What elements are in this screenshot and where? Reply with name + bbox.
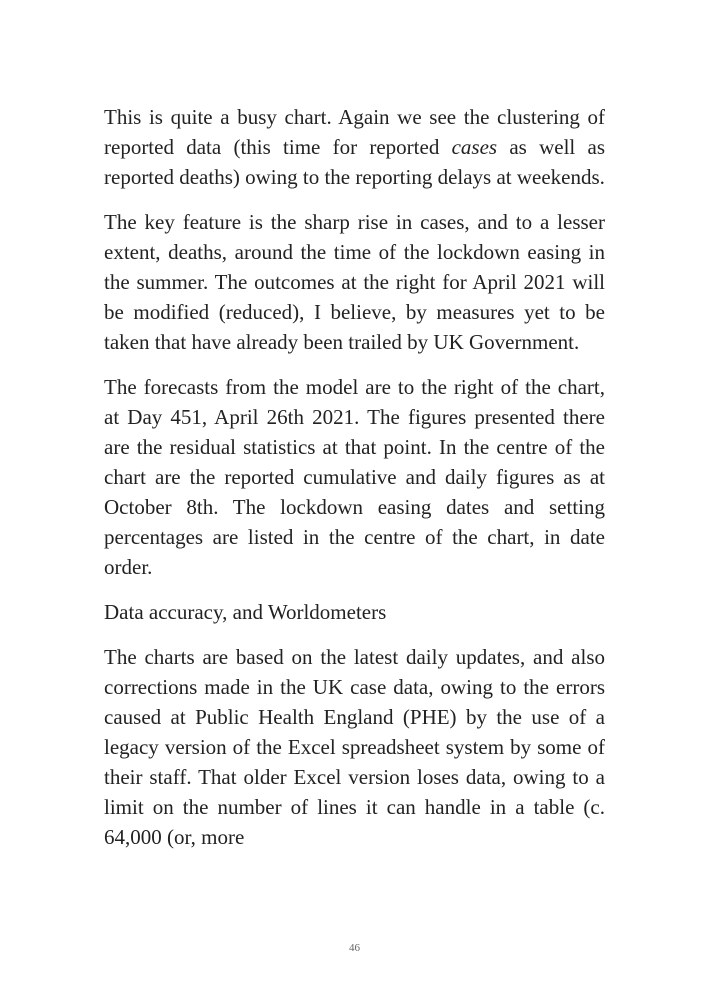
emphasis-cases: cases xyxy=(451,135,498,159)
paragraph-key-feature: The key feature is the sharp rise in cases, and to a lesser extent, deaths, around the time of the lockdown easing in the summer. The outcomes at the right for April 2021 will be modified (reduced), I believe, by measures yet to be taken that have already been trailed by UK Government. xyxy=(104,210,605,354)
body-text xyxy=(104,102,605,867)
paragraph-forecasts: The forecasts from the model are to the right of the chart, at Day 451, April 26th 2021. The figures presented there are the residual statistics at that point. In the centre of the chart are the reported cumulative and daily figures as at October 8th. The lockdown easing dates and setting percentages are listed in the centre of the chart, in date order. xyxy=(104,375,605,579)
section-heading: Data accuracy, and Worldometers xyxy=(104,600,387,624)
paragraph-text: as well as reported deaths) owing to the reporting delays at weekends. xyxy=(104,135,605,189)
paragraph-text: This is quite a busy chart. Again we see the clustering of reported data (this time for reported xyxy=(104,105,605,159)
paragraph-charts-based: The charts are based on the latest daily updates, and also corrections made in the UK case data, owing to the errors caused at Public Health England (PHE) by the use of a legacy version of the Excel spreadsheet system by some of their staff. That older Excel version loses data, owing to a limit on the number of lines it can handle in a table (c. 64,000 (or, more xyxy=(104,645,605,849)
paragraph-busy-chart xyxy=(104,102,605,192)
page-number: 46 xyxy=(349,942,360,954)
